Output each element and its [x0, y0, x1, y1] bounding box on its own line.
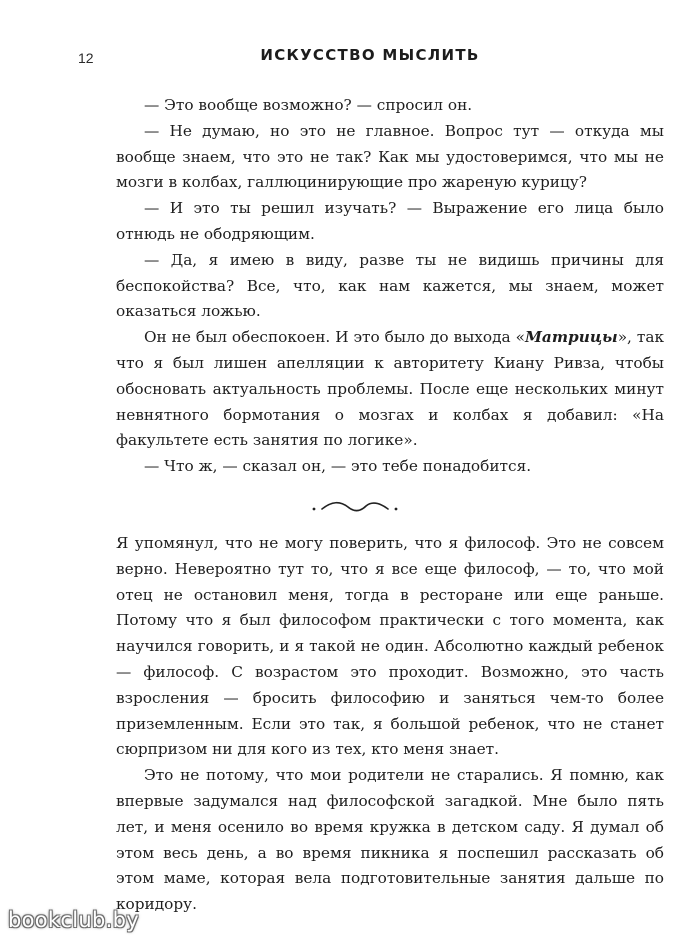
paragraph: — Не думаю, но это не главное. Вопрос тут — откуда мы вообще знаем, что это не так? Как мы удостоверимся, что мы не мозги в колбах, галлюцинирующие про жареную курицу? — [116, 121, 664, 192]
paragraph: Я упомянул, что не могу поверить, что я философ. Это не совсем верно. Невероятно тут то, что я все еще философ, — то, что мой отец не остановил меня, тогда в ресторане или еще раньше. Потому что я был философом практически с того момента, как научился говорить, и я такой не один. Абсолютно каждый ребенок — философ. С возрастом это проходит. Возможно, это часть взросления — бросить философию и заняться чем-то более приземленным. Если это так, я большой ребенок, что не станет сюрпризом ни для кого из тех, кто меня знает. — [116, 534, 664, 759]
paragraph: Это не потому, что мои родители не старались. Я помню, как впервые задумался над философской загадкой. Мне было пять лет, и меня осенило во время кружка в детском саду. Я думал об этом весь день, а во время пикника я поспешил рассказать об этом маме, которая вела подготовительные занятия дальше по коридору. — [116, 766, 664, 914]
page-header — [78, 40, 662, 70]
film-title-emphasis: Матрицы — [524, 328, 618, 347]
paragraph: Он не был обеспокоен. И это было до выхода «Матрицы», так что я был лишен апелляции к авторитету Киану Ривза, чтобы обосновать актуальность проблемы. После еще нескольких минут невнятного бормотания о мозгах и колбах я добавил: «На факультете есть занятия по логике». — [116, 328, 664, 450]
section-break-ornament — [310, 497, 400, 517]
paragraph: — Да, я имею в виду, разве ты не видишь причины для беспокойства? Все, что, как нам кажется, мы знаем, может оказаться ложью. — [116, 250, 664, 321]
paragraph: — Это вообще возможно? — спросил он. — [144, 96, 473, 114]
ornament-dot-right — [395, 508, 398, 511]
paragraph: — Что ж, — сказал он, — это тебе понадобится. — [144, 457, 532, 476]
ornament-swash — [322, 503, 388, 511]
ornament-dot-left — [313, 508, 316, 511]
page-number: 12 — [78, 50, 94, 66]
narrative-section — [116, 531, 664, 918]
dialogue-section — [116, 93, 664, 480]
site-watermark: bookclub.by — [8, 908, 139, 932]
running-title: ИСКУССТВО МЫСЛИТЬ — [260, 46, 480, 64]
paragraph: — И это ты решил изучать? — Выражение его лица было отнюдь не ободряющим. — [116, 199, 664, 243]
